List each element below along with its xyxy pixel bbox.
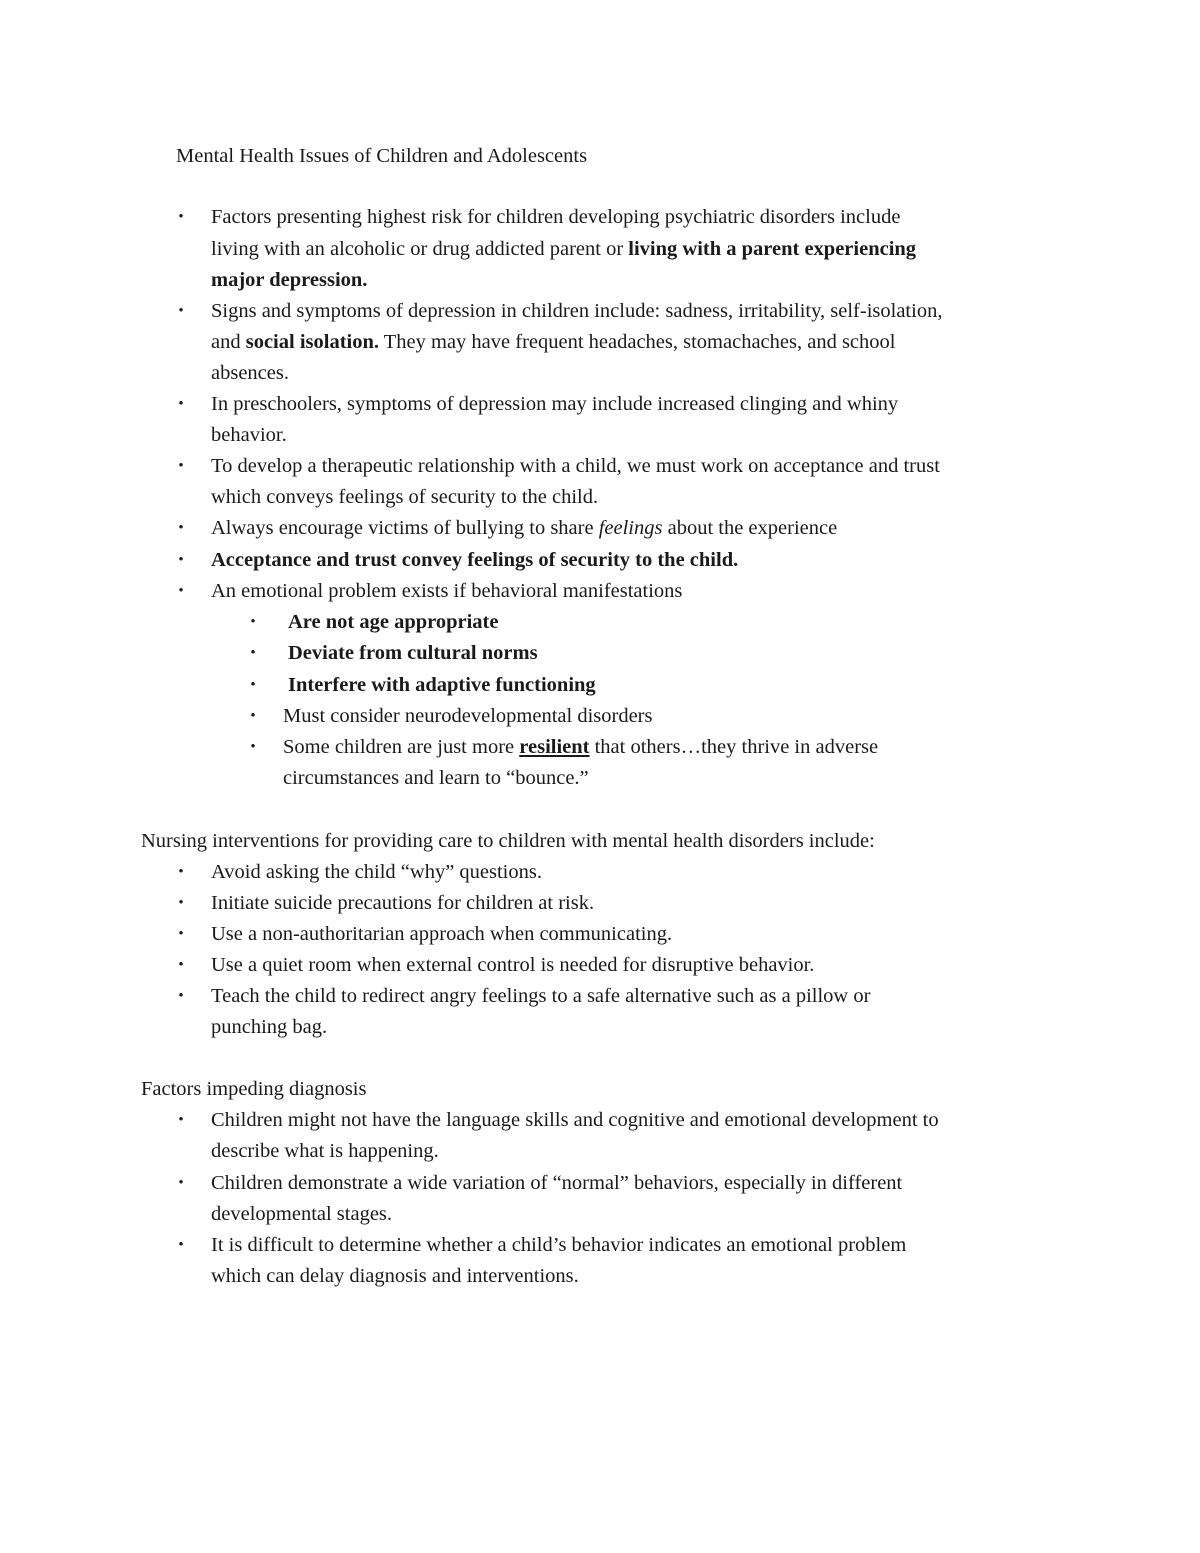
bullet-marker: •: [178, 583, 184, 599]
bullet-marker: •: [250, 614, 256, 630]
bullet-marker: •: [178, 895, 184, 911]
bullet-marker: •: [178, 303, 184, 319]
bullet-marker: •: [250, 677, 256, 693]
list-item-text: Use a quiet room when external control is needed for disruptive behavior.: [211, 954, 815, 976]
list-item-text: which conveys feelings of security to the child.: [211, 486, 599, 508]
list-item-text: Avoid asking the child “why” questions.: [211, 861, 542, 883]
list-item-text: Teach the child to redirect angry feelings to a safe alternative such as a pillow or: [211, 985, 871, 1007]
list-item-text: Children demonstrate a wide variation of “normal” behaviors, especially in different: [211, 1172, 903, 1194]
list-item-text: It is difficult to determine whether a child’s behavior indicates an emotional problem: [211, 1234, 907, 1256]
section-heading: Factors impeding diagnosis: [141, 1078, 367, 1100]
sub-list-item-text: Must consider neurodevelopmental disorders: [283, 705, 653, 727]
bullet-marker: •: [178, 988, 184, 1004]
sub-list-item-text: circumstances and learn to “bounce.”: [283, 767, 589, 789]
list-item-text: Signs and symptoms of depression in children include: sadness, irritability, self-isolation,: [211, 300, 943, 322]
bullet-marker: •: [178, 864, 184, 880]
bullet-marker: •: [178, 1175, 184, 1191]
list-item-text: Use a non-authoritarian approach when communicating.: [211, 923, 673, 945]
bullet-marker: •: [178, 1112, 184, 1128]
sub-list-item-text: Are not age appropriate: [288, 611, 499, 633]
section-heading: Nursing interventions for providing care to children with mental health disorders include:: [141, 830, 875, 852]
bullet-marker: •: [250, 708, 256, 724]
list-item-text: To develop a therapeutic relationship with a child, we must work on acceptance and trust: [211, 455, 940, 477]
list-item-text: and social isolation. They may have frequent headaches, stomachaches, and school: [211, 331, 896, 353]
bullet-marker: •: [250, 645, 256, 661]
sub-list-item-text: Deviate from cultural norms: [288, 642, 538, 664]
list-item-text: behavior.: [211, 424, 287, 446]
list-item-text: major depression.: [211, 269, 368, 291]
bullet-marker: •: [178, 926, 184, 942]
sub-list-item-text: Interfere with adaptive functioning: [288, 674, 596, 696]
list-item-text: living with an alcoholic or drug addicted parent or living with a parent experiencing: [211, 238, 917, 260]
list-item-text: punching bag.: [211, 1016, 328, 1038]
list-item-text: An emotional problem exists if behavioral manifestations: [211, 580, 683, 602]
bullet-marker: •: [178, 552, 184, 568]
list-item-text: developmental stages.: [211, 1203, 393, 1225]
bullet-marker: •: [178, 957, 184, 973]
sub-list-item-text: Some children are just more resilient that others…they thrive in adverse: [283, 736, 879, 758]
document-title: Mental Health Issues of Children and Adolescents: [176, 145, 588, 167]
bullet-marker: •: [178, 1237, 184, 1253]
list-item-text: describe what is happening.: [211, 1140, 439, 1162]
list-item-text: Factors presenting highest risk for children developing psychiatric disorders include: [211, 206, 901, 228]
bullet-marker: •: [178, 458, 184, 474]
bullet-marker: •: [178, 396, 184, 412]
list-item-text: In preschoolers, symptoms of depression may include increased clinging and whiny: [211, 393, 899, 415]
list-item-text: Children might not have the language skills and cognitive and emotional development to: [211, 1109, 939, 1131]
list-item-text: absences.: [211, 362, 289, 384]
bullet-marker: •: [250, 739, 256, 755]
list-item-text: Initiate suicide precautions for children at risk.: [211, 892, 595, 914]
list-item-text: which can delay diagnosis and interventions.: [211, 1265, 579, 1287]
list-item-text: Always encourage victims of bullying to share feelings about the experience: [211, 517, 838, 539]
list-item-text: Acceptance and trust convey feelings of security to the child.: [211, 549, 739, 571]
bullet-marker: •: [178, 520, 184, 536]
bullet-marker: •: [178, 209, 184, 225]
